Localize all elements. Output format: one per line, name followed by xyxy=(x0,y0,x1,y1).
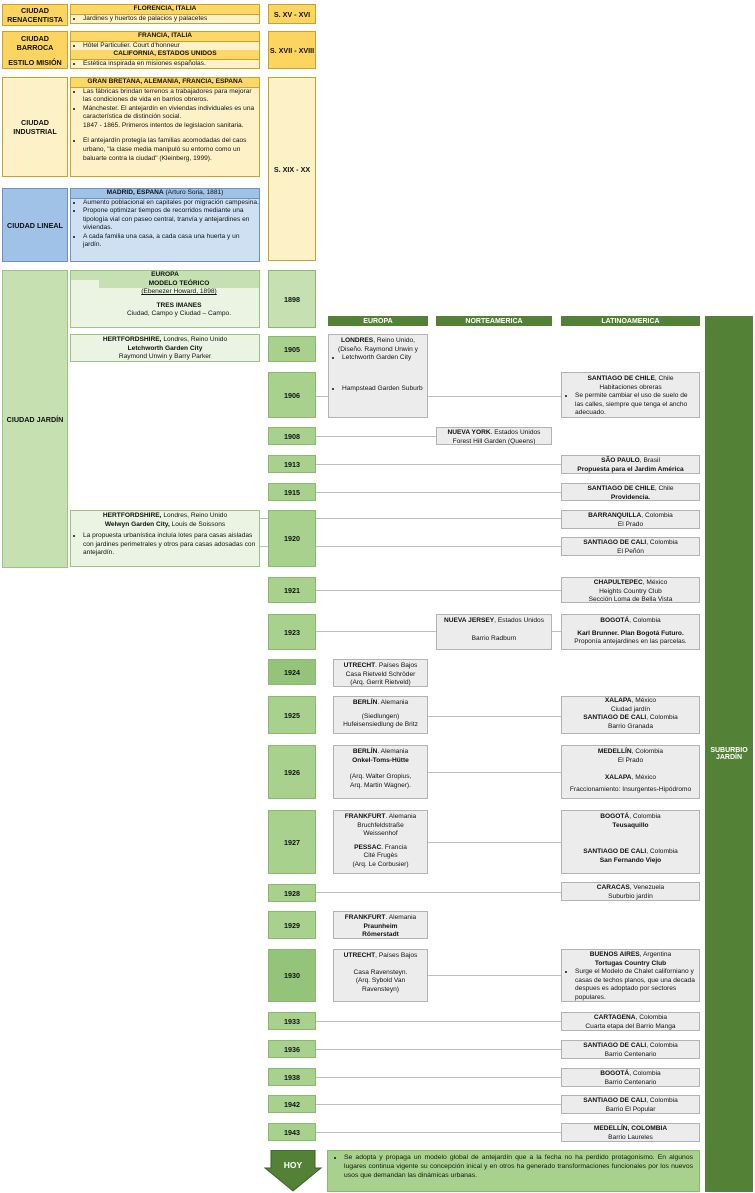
jardin-imanes: TRES IMANES xyxy=(156,301,202,309)
event-cali-1936: SANTIAGO DE CALI, Colombia Barrio Centenario xyxy=(561,1040,700,1059)
industrial-bullet-1: • Las fábricas brindan terrenos a trabajadores para mejorar las condiciones de vida en barrios obreros. xyxy=(83,88,256,105)
event-chapultepec: CHAPULTEPEC, México Heights Country Club Sección Loma de Bella Vista xyxy=(561,577,700,603)
event-medellin-1943: MEDELLÍN, COLOMBIA Barrio Laureles xyxy=(561,1123,700,1142)
lineal-bullet-3: • A cada familia una casa, a cada casa una huerta y un jardín. xyxy=(83,233,259,250)
barroca-box xyxy=(70,31,260,69)
period-xix-xx: S. XIX - XX xyxy=(268,77,316,261)
event-bogota-1923: BOGOTÁ, Colombia Karl Brunner. Plan Bogotá Futuro. Proponía antejardines en las parcelas. xyxy=(561,614,700,650)
barroca-bullet-1: • Hôtel Particulier. Court d'honneur xyxy=(83,42,259,51)
event-frankfurt-1929: FRANKFURT. Alemania Praunheim Römerstadt xyxy=(333,911,428,939)
event-buenos-aires: BUENOS AIRES, Argentina Tortugas Country Club • Surge el Modelo de Chalet californiano y casas de techos planos, que una decada despues es adoptado por sectores populares. xyxy=(561,949,700,1002)
event-medellin-xalapa-1926: MEDELLÍN, Colombia El Prado XALAPA, México Fraccionamiento: Insurgentes-Hipódromo xyxy=(561,745,700,799)
connector-1925 xyxy=(428,716,561,717)
category-ciudad-industrial: CIUDAD INDUSTRIAL xyxy=(2,77,68,177)
event-santiago-chile-1906: SANTIAGO DE CHILE, Chile Habitaciones obreras • Se permite cambiar el uso de suelo de las calles, siempre que tenga el ancho adecuado. xyxy=(561,372,700,418)
jardin-teorico-box xyxy=(70,270,260,328)
category-ciudad-renacentista: CIUDAD RENACENTISTA xyxy=(2,4,68,26)
event-bogota-1938: BOGOTÁ, Colombia Barrio Centenario xyxy=(561,1068,700,1087)
year-1938: 1938 xyxy=(268,1068,316,1086)
event-nueva-york: NUEVA YORK. Estados Unidos Forest Hill Garden (Queens) xyxy=(436,427,552,445)
column-suburbio-jardin: SUBURBIO JARDÍN xyxy=(705,316,753,1192)
column-latinoamerica: LATINOAMERICA xyxy=(561,316,700,326)
lineal-bullet-2: • Propone optimizar tiempos de recorridos mediante una tipología vial con paseo central, tranvía y antejardines en viviendas. xyxy=(83,207,259,233)
year-1908: 1908 xyxy=(268,427,316,445)
event-berlin-1926: BERLÍN. Alemania Onkel-Toms-Hütte (Arq. Walter Gropius, Arq. Martin Wagner). xyxy=(333,745,428,799)
renacentista-bullet: • Jardines y huertos de palacios y palacetes xyxy=(83,15,259,24)
jardin-howard: (Ebenezer Howard, 1898) xyxy=(141,288,217,296)
connector-1933 xyxy=(316,1021,561,1022)
period-xvii-xviii: S. XVII - XVIII xyxy=(268,31,316,69)
connector-1927 xyxy=(428,842,561,843)
connector-1915 xyxy=(316,492,561,493)
industrial-header: GRAN BRETAÑA, ALEMANIA, FRANCIA, ESPAÑA xyxy=(71,78,259,88)
column-europa: EUROPA xyxy=(328,316,428,326)
year-1933: 1933 xyxy=(268,1012,316,1030)
connector-1936 xyxy=(316,1049,561,1050)
barroca-header-1: FRANCIA, ITALIA xyxy=(71,32,259,42)
year-1928: 1928 xyxy=(268,884,316,902)
event-sao-paulo: SÃO PAULO, Brasil Propuesta para el Jardim América xyxy=(561,455,700,474)
hertfordshire-letchworth-box: HERTFORDSHIRE, Londres, Reino Unido Letchworth Garden City Raymond Unwin y Barry Parker xyxy=(70,334,260,362)
event-utrecht-1930: UTRECHT, Países Bajos Casa Ravensteyn. (Arq. Sybold Van Ravensteyn) xyxy=(333,949,428,1002)
renacentista-header: FLORENCIA, ITALIA xyxy=(71,5,259,15)
event-londres: LONDRES, Reino Unido, (Diseño. Raymond Unwin y • Letchworth Garden City • Hampstead Garden Suburb xyxy=(328,334,428,418)
renacentista-box xyxy=(70,4,260,24)
event-bogota-cali-1927: BOGOTÁ, Colombia Teusaquillo SANTIAGO DE CALI, Colombia San Fernando Viejo xyxy=(561,810,700,874)
event-nueva-jersey: NUEVA JERSEY, Estados Unidos Barrio Radburn xyxy=(436,614,552,650)
connector-1926 xyxy=(428,772,561,773)
hoy-text: • Se adopta y propaga un modelo global de antejardín que a la fecha no ha perdido protagonismo. En algunos lugares continua vigente su concepción inical y en otros ha generado transformaciones funcionales por los nuevos usos que demandan las dinámicas urbanas. xyxy=(344,1153,693,1181)
year-1925: 1925 xyxy=(268,696,316,734)
year-1921: 1921 xyxy=(268,577,316,603)
barroca-bullet-2: • Estética inspirada en misiones españolas. xyxy=(83,60,259,69)
period-xv-xvi: S. XV - XVI xyxy=(268,4,316,24)
jardin-imanes-sub: Ciudad, Campo y Ciudad – Campo. xyxy=(126,310,232,318)
event-cartagena: CARTAGENA, Colombia Cuarta etapa del Barrio Manga xyxy=(561,1012,700,1031)
column-norteamerica: NORTEAMERICA xyxy=(436,316,552,326)
connector-1908 xyxy=(316,436,436,437)
year-1926: 1926 xyxy=(268,745,316,799)
barroca-header-2: CALIFORNIA, ESTADOS UNIDOS xyxy=(71,50,259,60)
event-santiago-chile-1915: SANTIAGO DE CHILE, Chile Providencia. xyxy=(561,483,700,501)
year-1905: 1905 xyxy=(268,336,316,362)
year-1906: 1906 xyxy=(268,372,316,418)
industrial-bullet-4: • El antejardín protegía las familias acomodadas del caos urbano, "la clase media manipuló su entorno como un baluarte contra la ciudad" (Kleinberg, 1999). xyxy=(83,137,256,163)
year-1930: 1930 xyxy=(268,949,316,1002)
event-cali-1920: SANTIAGO DE CALI, Colombia El Peñón xyxy=(561,537,700,556)
year-1929: 1929 xyxy=(268,911,316,939)
connector-1938 xyxy=(316,1077,561,1078)
industrial-bullet-2: • Mánchester. El antejardín en viviendas individuales es una característica de distinción social. xyxy=(83,105,256,122)
hoy-box xyxy=(327,1150,700,1192)
connector-1928 xyxy=(316,892,561,893)
category-ciudad-jardin: CIUDAD JARDÍN xyxy=(2,270,68,568)
year-1923: 1923 xyxy=(268,614,316,650)
connector-1913 xyxy=(316,464,561,465)
event-frankfurt-pessac-1927: FRANKFURT. Alemania Bruchfeldstraße Weissenhof PESSAC. Francia Cité Frugès (Arq. Le Corbusier) xyxy=(333,810,428,874)
connector-1943 xyxy=(316,1132,561,1133)
year-1915: 1915 xyxy=(268,483,316,501)
category-ciudad-lineal: CIUDAD LINEAL xyxy=(2,188,68,262)
year-1913: 1913 xyxy=(268,455,316,473)
hoy-label: HOY xyxy=(283,1160,303,1170)
year-1936: 1936 xyxy=(268,1040,316,1058)
event-caracas: CARACAS, Venezuela Suburbio jardín xyxy=(561,882,700,901)
category-ciudad-barroca: CIUDAD BARROCA ESTILO MISIÓN xyxy=(2,31,68,69)
year-1927: 1927 xyxy=(268,810,316,874)
industrial-box xyxy=(70,77,260,177)
event-barranquilla: BARRANQUILLA, Colombia El Prado xyxy=(561,510,700,529)
event-cali-1942: SANTIAGO DE CALI, Colombia Barrio El Popular xyxy=(561,1095,700,1114)
connector-1921 xyxy=(316,590,561,591)
lineal-bullet-1: • Aumento poblacional en capitales por migración campesina. xyxy=(83,199,259,208)
event-berlin-1925: BERLÍN. Alemania (Siedlungen) Hufeisensiedlung de Britz xyxy=(333,696,428,734)
connector-1942 xyxy=(316,1104,561,1105)
jardin-modelo-header: MODELO TEÓRICO xyxy=(99,280,259,289)
year-1924: 1924 xyxy=(268,659,316,685)
jardin-europa-header: EUROPA xyxy=(71,271,259,280)
connector-1930 xyxy=(428,975,561,976)
lineal-header: MADRID, ESPAÑA (Arturo Soria, 1881) xyxy=(71,189,259,199)
event-utrecht-1924: UTRECHT. Países Bajos Casa Rietveld Schröder (Arq. Gerrit Rietveld) xyxy=(333,659,428,687)
year-1943: 1943 xyxy=(268,1123,316,1141)
year-1920: 1920 xyxy=(268,510,316,567)
hertfordshire-welwyn-box: HERTFORDSHIRE, Londres, Reino Unido Welwyn Garden City, Louis de Soissons • La propuesta urbanística incluía lotes para casas aisladas con jardines perimetrales y otros para casas adosadas con antejardín. xyxy=(70,510,260,567)
hoy-arrow-icon xyxy=(263,1150,323,1192)
year-1942: 1942 xyxy=(268,1095,316,1113)
year-1898: 1898 xyxy=(268,270,316,328)
lineal-box xyxy=(70,188,260,262)
industrial-line-3: 1847 - 1865. Primeros intentos de legislacion sanitaria. xyxy=(83,121,244,129)
event-xalapa-cali-1925: XALAPA, México Ciudad jardín SANTIAGO DE CALI, Colombia Barrio Granada xyxy=(561,696,700,734)
